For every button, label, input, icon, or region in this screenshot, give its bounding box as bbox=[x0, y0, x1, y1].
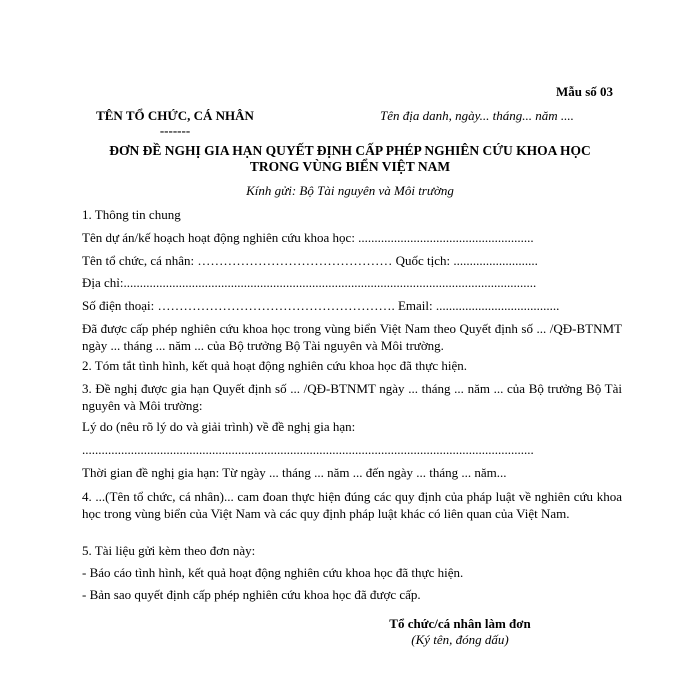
attachment-item-1: - Báo cáo tình hình, kết quả hoạt động nghiên cứu khoa học đã thực hiện. bbox=[82, 565, 464, 580]
attachment-item-2: - Bản sao quyết định cấp phép nghiên cứu khoa học đã được cấp. bbox=[82, 587, 421, 602]
place-date: Tên địa danh, ngày... tháng... năm .... bbox=[380, 108, 574, 123]
org-name-line: Tên tổ chức, cá nhân: ……………………………………… Quốc tịch: .......................... bbox=[82, 253, 538, 268]
extension-period-line: Thời gian đề nghị gia hạn: Từ ngày ... tháng ... năm ... đến ngày ... tháng ... năm... bbox=[82, 465, 507, 480]
signature-title: Tổ chức/cá nhân làm đơn bbox=[389, 616, 531, 631]
reason-dots: ........................................................................................................................................... bbox=[82, 442, 534, 457]
org-label: TÊN TỔ CHỨC, CÁ NHÂN bbox=[96, 108, 254, 123]
signature-note: (Ký tên, đóng dấu) bbox=[411, 632, 509, 647]
title-line-1: ĐƠN ĐỀ NGHỊ GIA HẠN QUYẾT ĐỊNH CẤP PHÉP NGHIÊN CỨU KHOA HỌC bbox=[109, 143, 591, 158]
org-rule: ------- bbox=[159, 123, 191, 138]
title-line-2: TRONG VÙNG BIỂN VIỆT NAM bbox=[249, 159, 451, 174]
project-name-line: Tên dự án/kế hoạch hoạt động nghiên cứu khoa học: ...................................................... bbox=[82, 230, 534, 245]
section-3-paragraph: 3. Đề nghị được gia hạn Quyết định số ... /QĐ-BTNMT ngày ... tháng ... năm ... của Bộ trưởng Bộ Tài nguyên và Môi trường: bbox=[82, 381, 622, 413]
permit-paragraph: Đã được cấp phép nghiên cứu khoa học trong vùng biển Việt Nam theo Quyết định số ... /QĐ-BTNMT ngày ... tháng ... năm ... của Bộ trưởng Bộ Tài nguyên và Môi trường. bbox=[82, 321, 622, 353]
phone-email-line: Số điện thoại: ………………………………………………. Email: ...................................... bbox=[82, 298, 560, 313]
section-2: 2. Tóm tắt tình hình, kết quả hoạt động nghiên cứu khoa học đã thực hiện. bbox=[82, 358, 467, 373]
form-number: Mẫu số 03 bbox=[556, 84, 614, 99]
section-5-heading: 5. Tài liệu gửi kèm theo đơn này: bbox=[82, 543, 256, 558]
section-4-paragraph: 4. ...(Tên tổ chức, cá nhân)... cam đoan thực hiện đúng các quy định của pháp luật về nghiên cứu khoa học trong vùng biển của Việt Nam và các quy định pháp luật khác có liên quan của Việt Nam. bbox=[82, 489, 622, 521]
reason-line: Lý do (nêu rõ lý do và giải trình) về đề nghị gia hạn: bbox=[82, 419, 356, 434]
section-1-heading: 1. Thông tin chung bbox=[82, 207, 181, 222]
address-line: Địa chỉ:............................................................................................................................... bbox=[82, 275, 537, 290]
recipient: Kính gửi: Bộ Tài nguyên và Môi trường bbox=[246, 183, 454, 198]
